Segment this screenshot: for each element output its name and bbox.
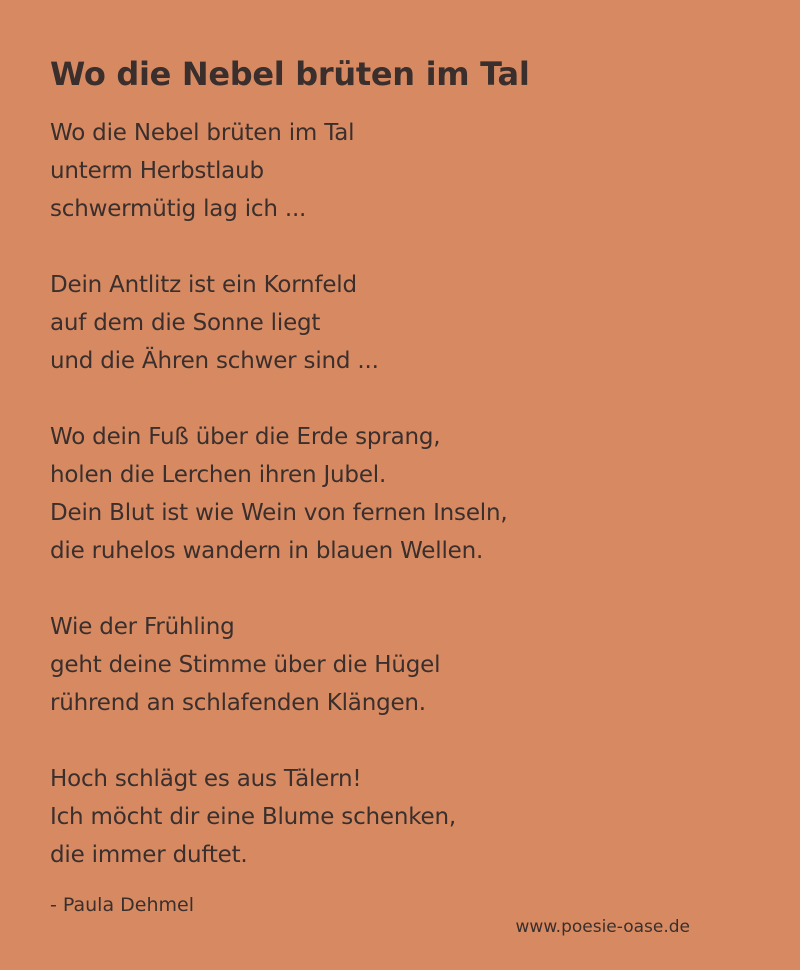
author-credit: - Paula Dehmel <box>50 894 194 916</box>
poem-line: schwermütig lag ich ... <box>50 196 307 222</box>
poem-title: Wo die Nebel brüten im Tal <box>50 55 530 93</box>
poem-line: die immer duftet. <box>50 842 248 868</box>
poem-line: holen die Lerchen ihren Jubel. <box>50 462 387 488</box>
poem-line: Dein Antlitz ist ein Kornfeld <box>50 272 357 298</box>
poem-line: Wo die Nebel brüten im Tal <box>50 120 355 146</box>
poem-line: die ruhelos wandern in blauen Wellen. <box>50 538 484 564</box>
poem-line: Hoch schlägt es aus Tälern! <box>50 766 362 792</box>
website-url: www.poesie-oase.de <box>515 917 690 937</box>
poem-line: rührend an schlafenden Klängen. <box>50 690 426 716</box>
poem-line: auf dem die Sonne liegt <box>50 310 321 336</box>
stanza <box>50 266 750 380</box>
poem-line: Wo dein Fuß über die Erde sprang, <box>50 424 441 450</box>
poem-line: geht deine Stimme über die Hügel <box>50 652 441 678</box>
stanza <box>50 114 750 228</box>
poem-line: Dein Blut ist wie Wein von fernen Inseln, <box>50 500 508 526</box>
stanza <box>50 608 750 722</box>
poem-body <box>50 114 750 912</box>
poem-line: unterm Herbstlaub <box>50 158 264 184</box>
poem-line: und die Ähren schwer sind ... <box>50 348 379 374</box>
poem-line: Wie der Frühling <box>50 614 235 640</box>
stanza <box>50 418 750 570</box>
poem-line: Ich möcht dir eine Blume schenken, <box>50 804 456 830</box>
stanza <box>50 760 750 874</box>
